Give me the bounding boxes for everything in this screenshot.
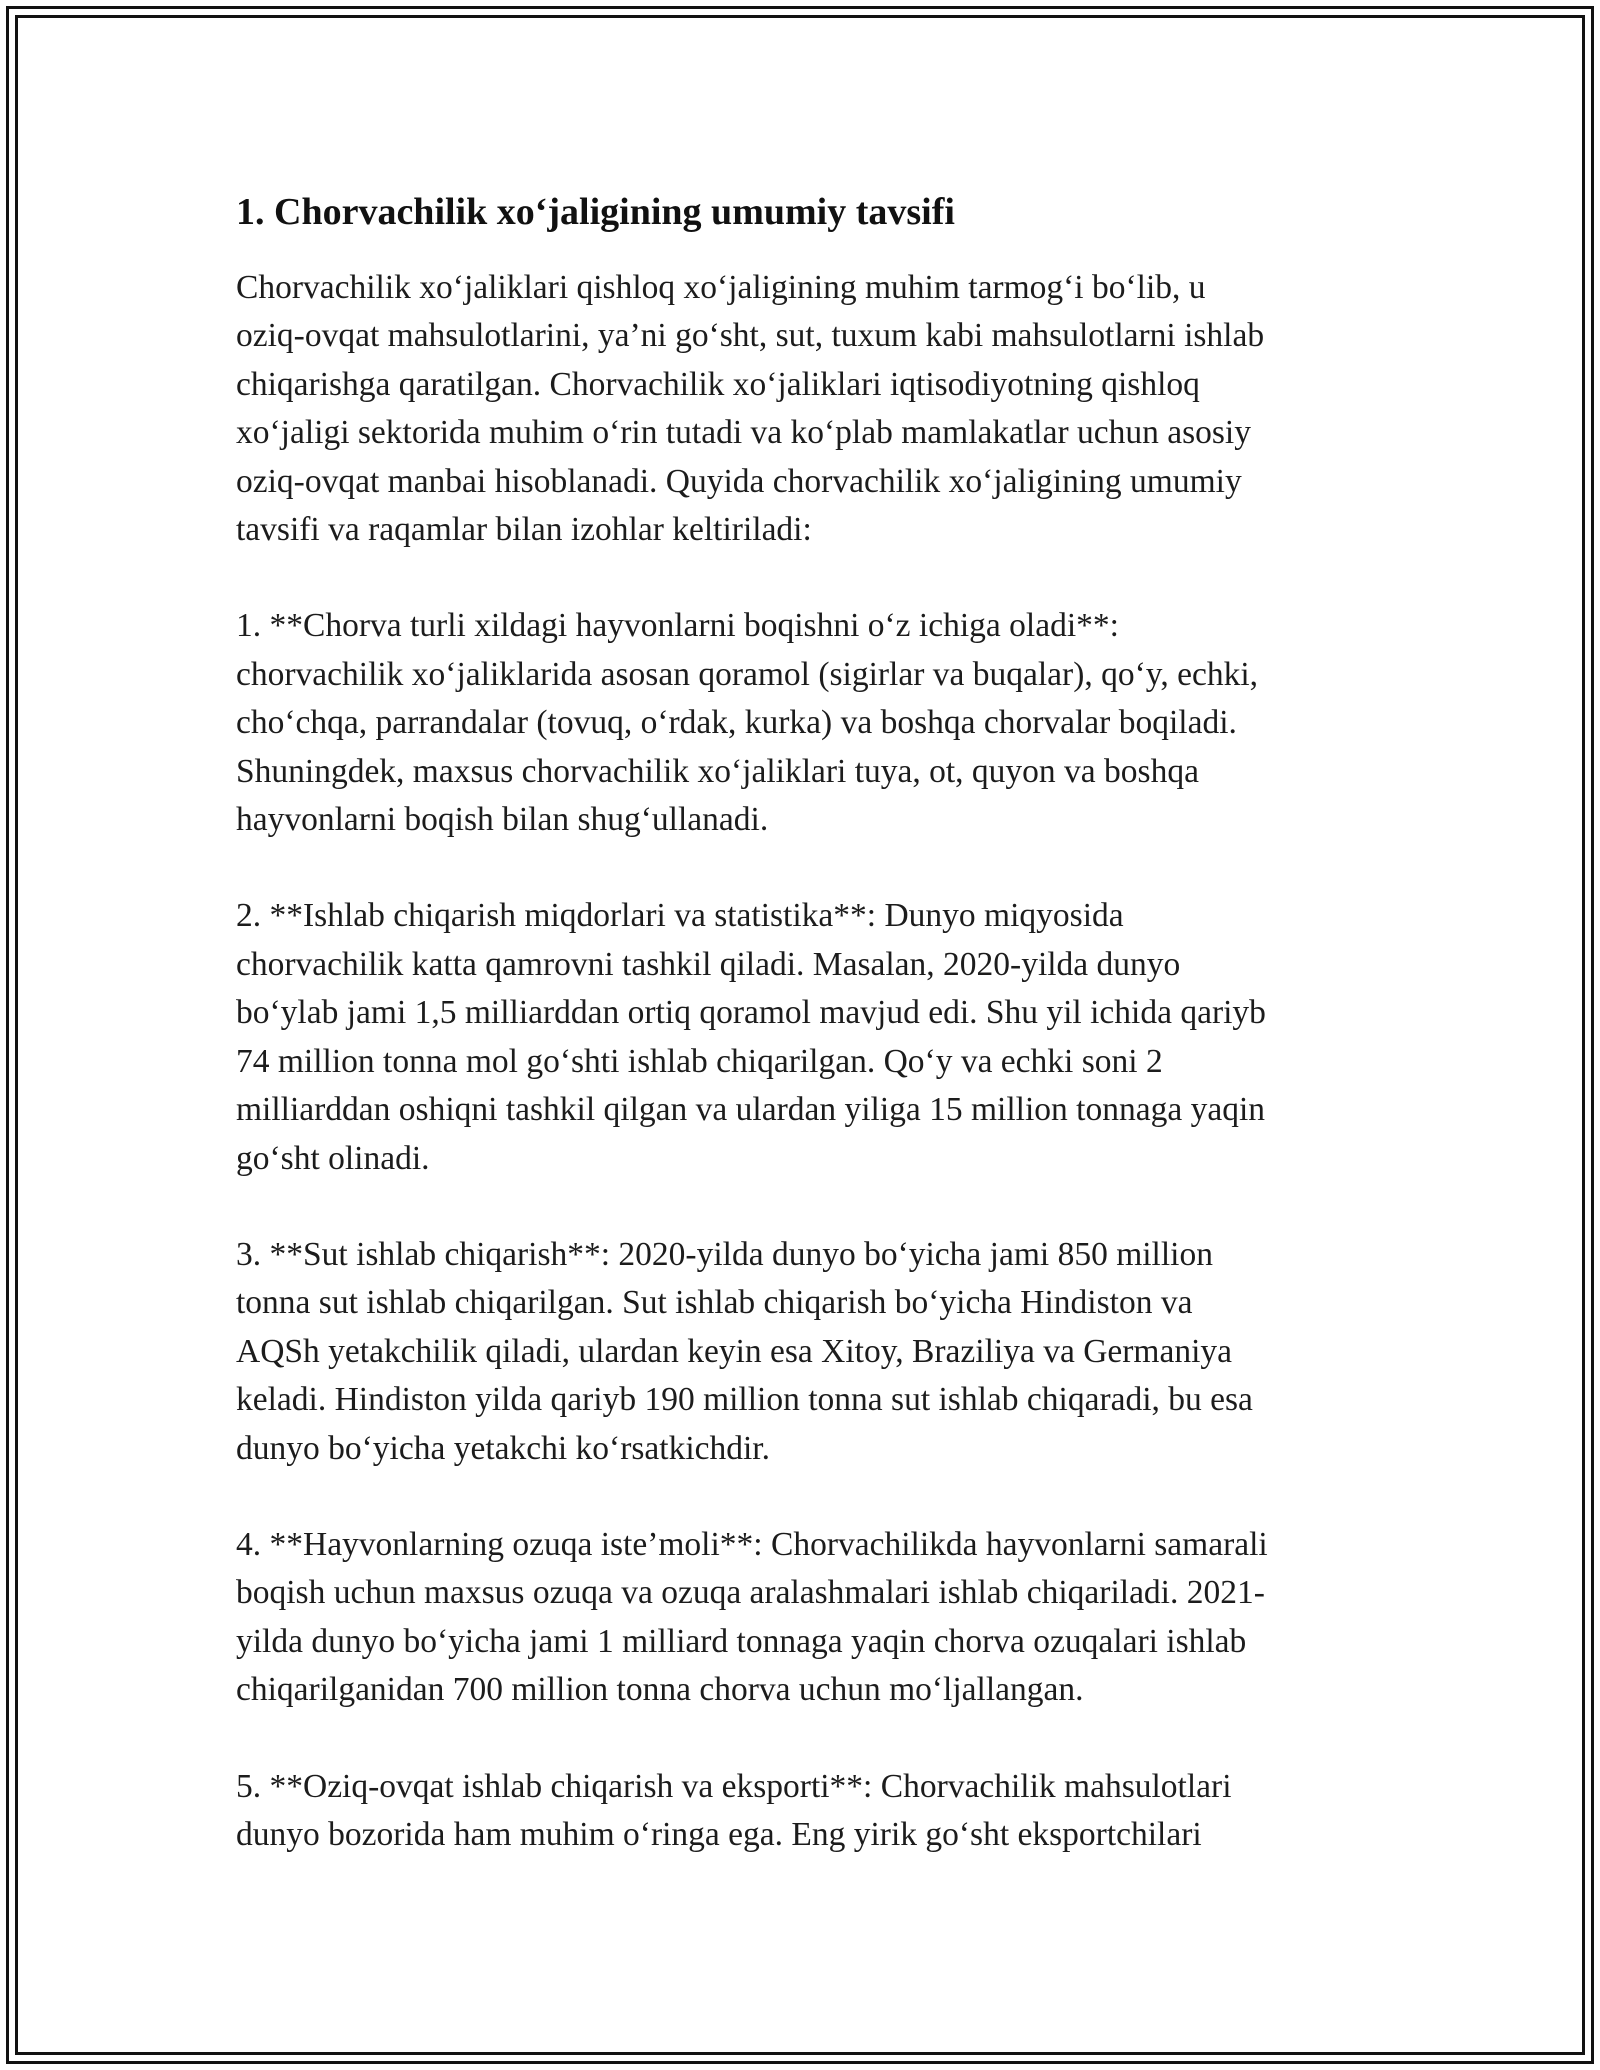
paragraph-line: oziq-ovqat mahsulotlarini, ya’ni go‘sht, sut, tuxum kabi mahsulotlarni ishlab [236, 317, 1265, 355]
paragraph-line: tonna sut ishlab chiqarilgan. Sut ishlab chiqarish bo‘yicha Hindiston va [236, 1284, 1193, 1322]
paragraph-line: tavsifi va raqamlar bilan izohlar keltiriladi: [236, 511, 812, 549]
paragraph-line: chorvachilik xo‘jaliklarida asosan qoramol (sigirlar va buqalar), qo‘y, echki, [236, 655, 1259, 693]
paragraph-line: milliarddan oshiqni tashkil qilgan va ulardan yiliga 15 million tonnaga yaqin [236, 1091, 1266, 1129]
list-item-2-paragraph [236, 892, 1368, 1182]
paragraph-line: chiqarilganidan 700 million tonna chorva uchun mo‘ljallangan. [236, 1671, 1084, 1709]
paragraph-line: go‘sht olinadi. [236, 1139, 430, 1177]
paragraph-line: 5. **Oziq-ovqat ishlab chiqarish va eksporti**: Chorvachilik mahsulotlari [236, 1767, 1232, 1805]
paragraph-line: dunyo bo‘yicha yetakchi ko‘rsatkichdir. [236, 1429, 770, 1467]
paragraph-line: dunyo bozorida ham muhim o‘ringa ega. Eng yirik go‘sht eksportchilari [236, 1815, 1202, 1853]
paragraph-line: xo‘jaligi sektorida muhim o‘rin tutadi va ko‘plab mamlakatlar uchun asosiy [236, 414, 1251, 452]
list-item-1-paragraph [236, 602, 1368, 844]
paragraph-line: Shuningdek, maxsus chorvachilik xo‘jaliklari tuya, ot, quyon va boshqa [236, 752, 1199, 790]
list-item-4-paragraph [236, 1521, 1368, 1715]
list-item-5-paragraph [236, 1763, 1368, 1860]
intro-paragraph [236, 264, 1368, 554]
document-body [236, 186, 1368, 1907]
paragraph-line: hayvonlarni boqish bilan shug‘ullanadi. [236, 801, 769, 839]
paragraph-line: 74 million tonna mol go‘shti ishlab chiqarilgan. Qo‘y va echki soni 2 [236, 1042, 1163, 1080]
paragraph-line: yilda dunyo bo‘yicha jami 1 milliard tonnaga yaqin chorva ozuqalari ishlab [236, 1622, 1247, 1660]
paragraph-line: bo‘ylab jami 1,5 milliarddan ortiq qoramol mavjud edi. Shu yil ichida qariyb [236, 994, 1266, 1032]
paragraph-line: AQSh yetakchilik qiladi, ulardan keyin esa Xitoy, Braziliya va Germaniya [236, 1332, 1233, 1370]
paragraph-line: 4. **Hayvonlarning ozuqa iste’moli**: Chorvachilikda hayvonlarni samarali [236, 1525, 1268, 1563]
paragraph-line: chiqarishga qaratilgan. Chorvachilik xo‘jaliklari iqtisodiyotning qishloq [236, 365, 1200, 403]
list-item-3-paragraph [236, 1231, 1368, 1473]
paragraph-line: keladi. Hindiston yilda qariyb 190 million tonna sut ishlab chiqaradi, bu esa [236, 1381, 1253, 1419]
paragraph-line: boqish uchun maxsus ozuqa va ozuqa aralashmalari ishlab chiqariladi. 2021- [236, 1574, 1265, 1612]
section-heading: 1. Chorvachilik xo‘jaligining umumiy tavsifi [236, 191, 955, 233]
paragraph-line: 1. **Chorva turli xildagi hayvonlarni boqishni o‘z ichiga oladi**: [236, 607, 1119, 645]
paragraph-line: cho‘chqa, parrandalar (tovuq, o‘rdak, kurka) va boshqa chorvalar boqiladi. [236, 704, 1237, 742]
paragraph-line: 2. **Ishlab chiqarish miqdorlari va statistika**: Dunyo miqyosida [236, 897, 1124, 935]
paragraph-line: oziq-ovqat manbai hisoblanadi. Quyida chorvachilik xo‘jaligining umumiy [236, 462, 1242, 500]
paragraph-line: 3. **Sut ishlab chiqarish**: 2020-yilda dunyo bo‘yicha jami 850 million [236, 1235, 1213, 1273]
paragraph-line: Chorvachilik xo‘jaliklari qishloq xo‘jaligining muhim tarmog‘i bo‘lib, u [236, 269, 1206, 306]
paragraph-line: chorvachilik katta qamrovni tashkil qiladi. Masalan, 2020-yilda dunyo [236, 945, 1181, 983]
